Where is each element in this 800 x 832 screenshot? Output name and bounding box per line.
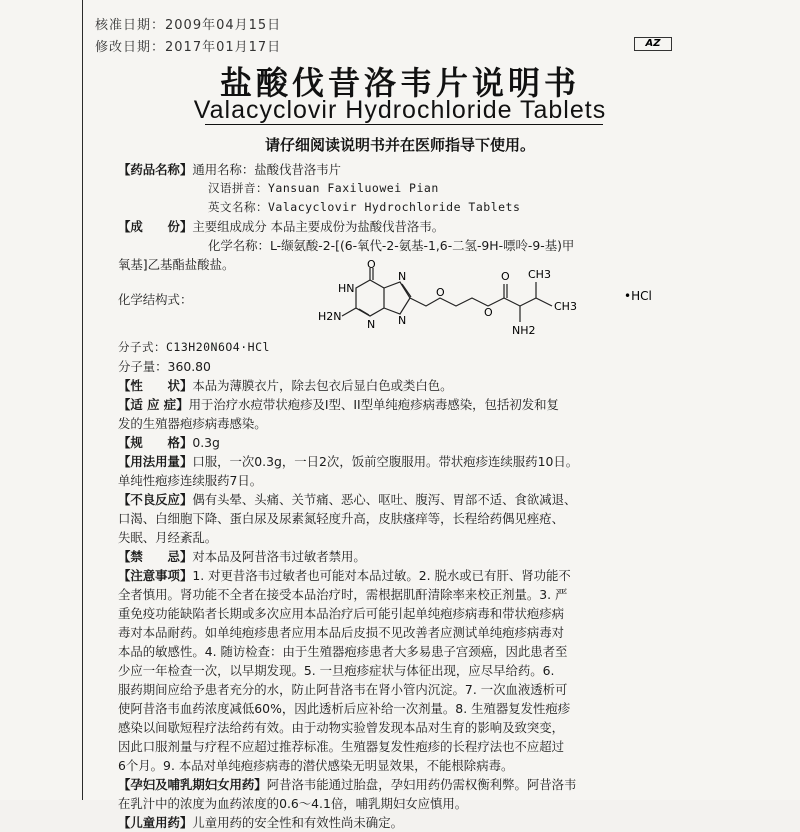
generic-name: 通用名称：盐酸伐昔洛韦片 bbox=[192, 162, 342, 177]
n-imidazole-bottom-label: N bbox=[398, 314, 407, 327]
n-ring-label: N bbox=[367, 318, 376, 331]
english-name: 英文名称：Valacyclovir Hydrochloride Tablets bbox=[208, 200, 521, 214]
indication-label: 【适 应 症】 bbox=[118, 397, 189, 412]
oxo-label: O bbox=[367, 260, 376, 271]
company-logo: AZ bbox=[634, 37, 672, 51]
precautions-line1: 1. 对更昔洛韦过敏者也可能对本品过敏。2. 脱水或已有肝、肾功能不 bbox=[192, 568, 571, 583]
indication-row bbox=[118, 395, 662, 414]
usage-notice: 请仔细阅读说明书并在医师指导下使用。 bbox=[264, 136, 535, 154]
chemical-name-line1: 化学名称：L-缬氨酸-2-[(6-氧代-2-氨基-1,6-二氢-9H-嘌呤-9-基)甲 bbox=[208, 238, 575, 253]
precautions-line3: 重免疫功能缺陷者长期或多次应用本品治疗后可能引起单纯疱疹病毒和带状疱疹病 bbox=[118, 606, 565, 621]
indication-line1: 用于治疗水痘带状疱疹及I型、II型单纯疱疹病毒感染，包括初发和复 bbox=[188, 397, 559, 412]
spec-label: 【规 格】 bbox=[118, 435, 193, 450]
pregnancy-line1: 阿昔洛韦能通过胎盘，孕妇用药仍需权衡利弊。阿昔洛韦 bbox=[266, 777, 577, 792]
ch3-right-label: CH3 bbox=[554, 300, 577, 313]
precautions-line5: 本品的敏感性。4. 随访检查：由于生殖器疱疹患者大多易患子宫颈癌，因此患者至 bbox=[118, 644, 568, 659]
adverse-label: 【不良反应】 bbox=[118, 492, 193, 507]
ether-o1-label: O bbox=[436, 286, 445, 299]
children-label: 【儿童用药】 bbox=[118, 815, 193, 830]
properties-text: 本品为薄膜衣片，除去包衣后显白色或类白色。 bbox=[192, 378, 453, 393]
pregnancy-line2: 在乳汁中的浓度为血药浓度的0.6～4.1倍，哺乳期妇女应慎用。 bbox=[118, 796, 468, 811]
title-english: Valacyclovir Hydrochloride Tablets bbox=[193, 96, 607, 124]
contraindication-row bbox=[118, 547, 662, 566]
dosage-line2: 单纯性疱疹连续服药7日。 bbox=[118, 473, 263, 488]
molecular-formula: 分子式：C13H20N6O4·HCl bbox=[118, 340, 270, 354]
precautions-line2: 全者慎用。肾功能不全者在接受本品治疗时，需根据肌酐清除率来校正剂量。3. 严 bbox=[118, 587, 568, 602]
properties-label: 【性 状】 bbox=[118, 378, 193, 393]
composition-main: 主要组成成分 本品主要成份为盐酸伐昔洛韦。 bbox=[192, 219, 445, 234]
composition-row bbox=[118, 217, 662, 236]
adverse-row bbox=[118, 490, 662, 509]
nh2-label: NH2 bbox=[512, 324, 536, 337]
hn-label: HN bbox=[338, 282, 355, 295]
precautions-label: 【注意事项】 bbox=[118, 568, 193, 583]
indication-line2: 发的生殖器疱疹病毒感染。 bbox=[118, 416, 267, 431]
spec-row bbox=[118, 433, 662, 452]
adverse-line3: 失眠、月经紊乱。 bbox=[118, 530, 218, 545]
adverse-line1: 偶有头晕、头痛、关节痛、恶心、呕吐、腹泻、胃部不适、食欲减退、 bbox=[192, 492, 577, 507]
ether-o2-label: O bbox=[484, 306, 493, 319]
n-imidazole-top-label: N bbox=[398, 270, 407, 283]
precautions-row bbox=[118, 566, 662, 585]
precautions-line8: 使阿昔洛韦血药浓度减低60%，因此透析后应补给一次剂量。8. 生殖器复发性疱疹 bbox=[118, 701, 571, 716]
pregnancy-label: 【孕妇及哺乳期妇女用药】 bbox=[118, 777, 267, 792]
precautions-line4: 毒对本品耐药。如单纯疱疹患者应用本品后皮损不见改善者应测试单纯疱疹病毒对 bbox=[118, 625, 565, 640]
molecular-weight: 分子量：360.80 bbox=[118, 359, 211, 374]
pinyin-name: 汉语拼音：Yansuan Faxiluowei Pian bbox=[208, 181, 439, 195]
precautions-line11: 6个月。9. 本品对单纯疱疹病毒的潜伏感染无明显效果，不能根除病毒。 bbox=[118, 758, 514, 773]
children-row bbox=[118, 813, 662, 832]
revision-date: 修改日期：2017年01月17日 bbox=[95, 40, 282, 55]
drug-name-label: 【药品名称】 bbox=[118, 162, 193, 177]
properties-row bbox=[118, 376, 662, 395]
contraindication-label: 【禁 忌】 bbox=[118, 549, 193, 564]
adverse-line2: 口渴、白细胞下降、蛋白尿及尿素氮轻度升高，皮肤瘙痒等，长程给药偶见痤疮、 bbox=[118, 511, 565, 526]
h2n-label: H2N bbox=[318, 310, 342, 323]
dosage-row bbox=[118, 452, 662, 471]
spec-text: 0.3g bbox=[192, 435, 220, 450]
composition-label: 【成 份】 bbox=[118, 219, 193, 234]
approval-date: 核准日期：2009年04月15日 bbox=[95, 18, 282, 33]
carbonyl-o-label: O bbox=[501, 270, 510, 283]
drug-name-row bbox=[118, 160, 662, 179]
contraindication-text: 对本品及阿昔洛韦过敏者禁用。 bbox=[192, 549, 366, 564]
precautions-line10: 因此口服剂量与疗程不应超过推荐标准。生殖器复发性疱疹的长程疗法也不应超过 bbox=[118, 739, 565, 754]
title-underline bbox=[205, 124, 603, 125]
precautions-line9: 感染以间歇短程疗法给药有效。由于动物实验曾发现本品对生育的影响及致突变， bbox=[118, 720, 565, 735]
precautions-line7: 服药期间应给予患者充分的水，防止阿昔洛韦在肾小管内沉淀。7. 一次血液透析可 bbox=[118, 682, 568, 697]
dosage-label: 【用法用量】 bbox=[118, 454, 193, 469]
hcl-label: •HCl bbox=[624, 289, 652, 303]
ch3-top-label: CH3 bbox=[528, 268, 551, 281]
title-chinese: 盐酸伐昔洛韦片说明书 bbox=[219, 64, 580, 102]
structure-label: 化学结构式： bbox=[118, 292, 193, 307]
pregnancy-row bbox=[118, 775, 662, 794]
dosage-line1: 口服，一次0.3g，一日2次，饭前空腹服用。带状疱疹连续服药10日。 bbox=[192, 454, 579, 469]
precautions-line6: 少应一年检查一次，以早期发现。5. 一旦疱疹症状与体征出现，应尽早给药。6. bbox=[118, 663, 555, 678]
chemical-name-line2: 氧基]乙基酯盐酸盐。 bbox=[118, 257, 235, 272]
children-text: 儿童用药的安全性和有效性尚未确定。 bbox=[192, 815, 403, 830]
